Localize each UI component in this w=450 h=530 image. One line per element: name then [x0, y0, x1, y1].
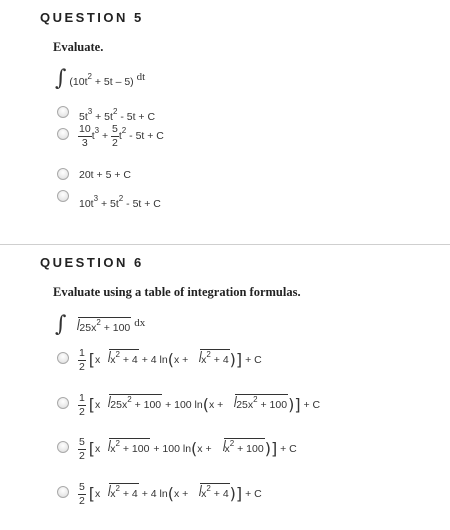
question-5-heading: QUESTION 5 — [40, 10, 144, 25]
question-6-heading: QUESTION 6 — [40, 255, 144, 270]
q6-option-2-label: $\frac{1}{2}$ [x $25x^2 + 100 + 100$ $\ln(x + 25x^2 + 100)] + C$ — [79, 392, 321, 418]
differential: dt — [136, 71, 146, 83]
q6-option-4-radio[interactable] — [57, 486, 69, 498]
differential: dx — [134, 317, 146, 329]
q6-option-3-label: $\frac{5}{2}$ [x $x^2 + 100 + 100$ $\ln(x + x^2 + 100)] + C$ — [79, 436, 297, 462]
q6-option-4-label: $\frac{5}{2}$ [x $x^2 + 4 + 4$ $\ln(x + x^2 + 4)] + C$ — [79, 481, 262, 507]
q6-option-1-label: $\frac{1}{2}$ [x $x^2 + 4 + 4$ $\ln(x + x^2 + 4)] + C$ — [79, 347, 262, 373]
q6-option-1-radio[interactable] — [57, 352, 69, 364]
integrand-exponent: 2 — [87, 72, 92, 81]
q5-option-1-label: $5t^3 + 5t^2 - 5t + C$ — [79, 107, 156, 123]
fraction: $\frac{10}{3}$ — [79, 123, 91, 149]
question-divider — [0, 244, 450, 245]
integrand-text: (10t — [69, 76, 88, 88]
q5-option-3-label: 20t + 5 + C — [79, 169, 131, 181]
q5-option-4-label: $10t^3 + 5t^2 - 5t + C$ — [79, 194, 161, 210]
integral-sign-icon: ∫ — [55, 66, 67, 91]
square-root: $25x^2 + 100$ — [69, 317, 131, 334]
q6-option-2-radio[interactable] — [57, 397, 69, 409]
integrand-rest: + 5t – 5) — [91, 76, 134, 88]
fraction: $\frac{5}{2}$ — [112, 123, 118, 149]
q5-option-1-radio[interactable] — [57, 106, 69, 118]
q6-option-3-radio[interactable] — [57, 441, 69, 453]
q5-option-2-radio[interactable] — [57, 128, 69, 140]
q5-option-2-label: $\frac{10}{3}$ $t^3$ + $\frac{5}{2}$ $t^2 - 5t + C$ — [79, 123, 164, 149]
question-5-prompt: Evaluate. — [53, 40, 104, 54]
q5-option-3-radio[interactable] — [57, 168, 69, 180]
question-6-prompt: Evaluate using a table of integration formulas. — [53, 285, 301, 299]
question-5-integral — [55, 68, 145, 90]
q5-option-4-radio[interactable] — [57, 190, 69, 202]
question-6-integral — [55, 314, 145, 336]
integral-sign-icon: ∫ — [55, 312, 67, 337]
